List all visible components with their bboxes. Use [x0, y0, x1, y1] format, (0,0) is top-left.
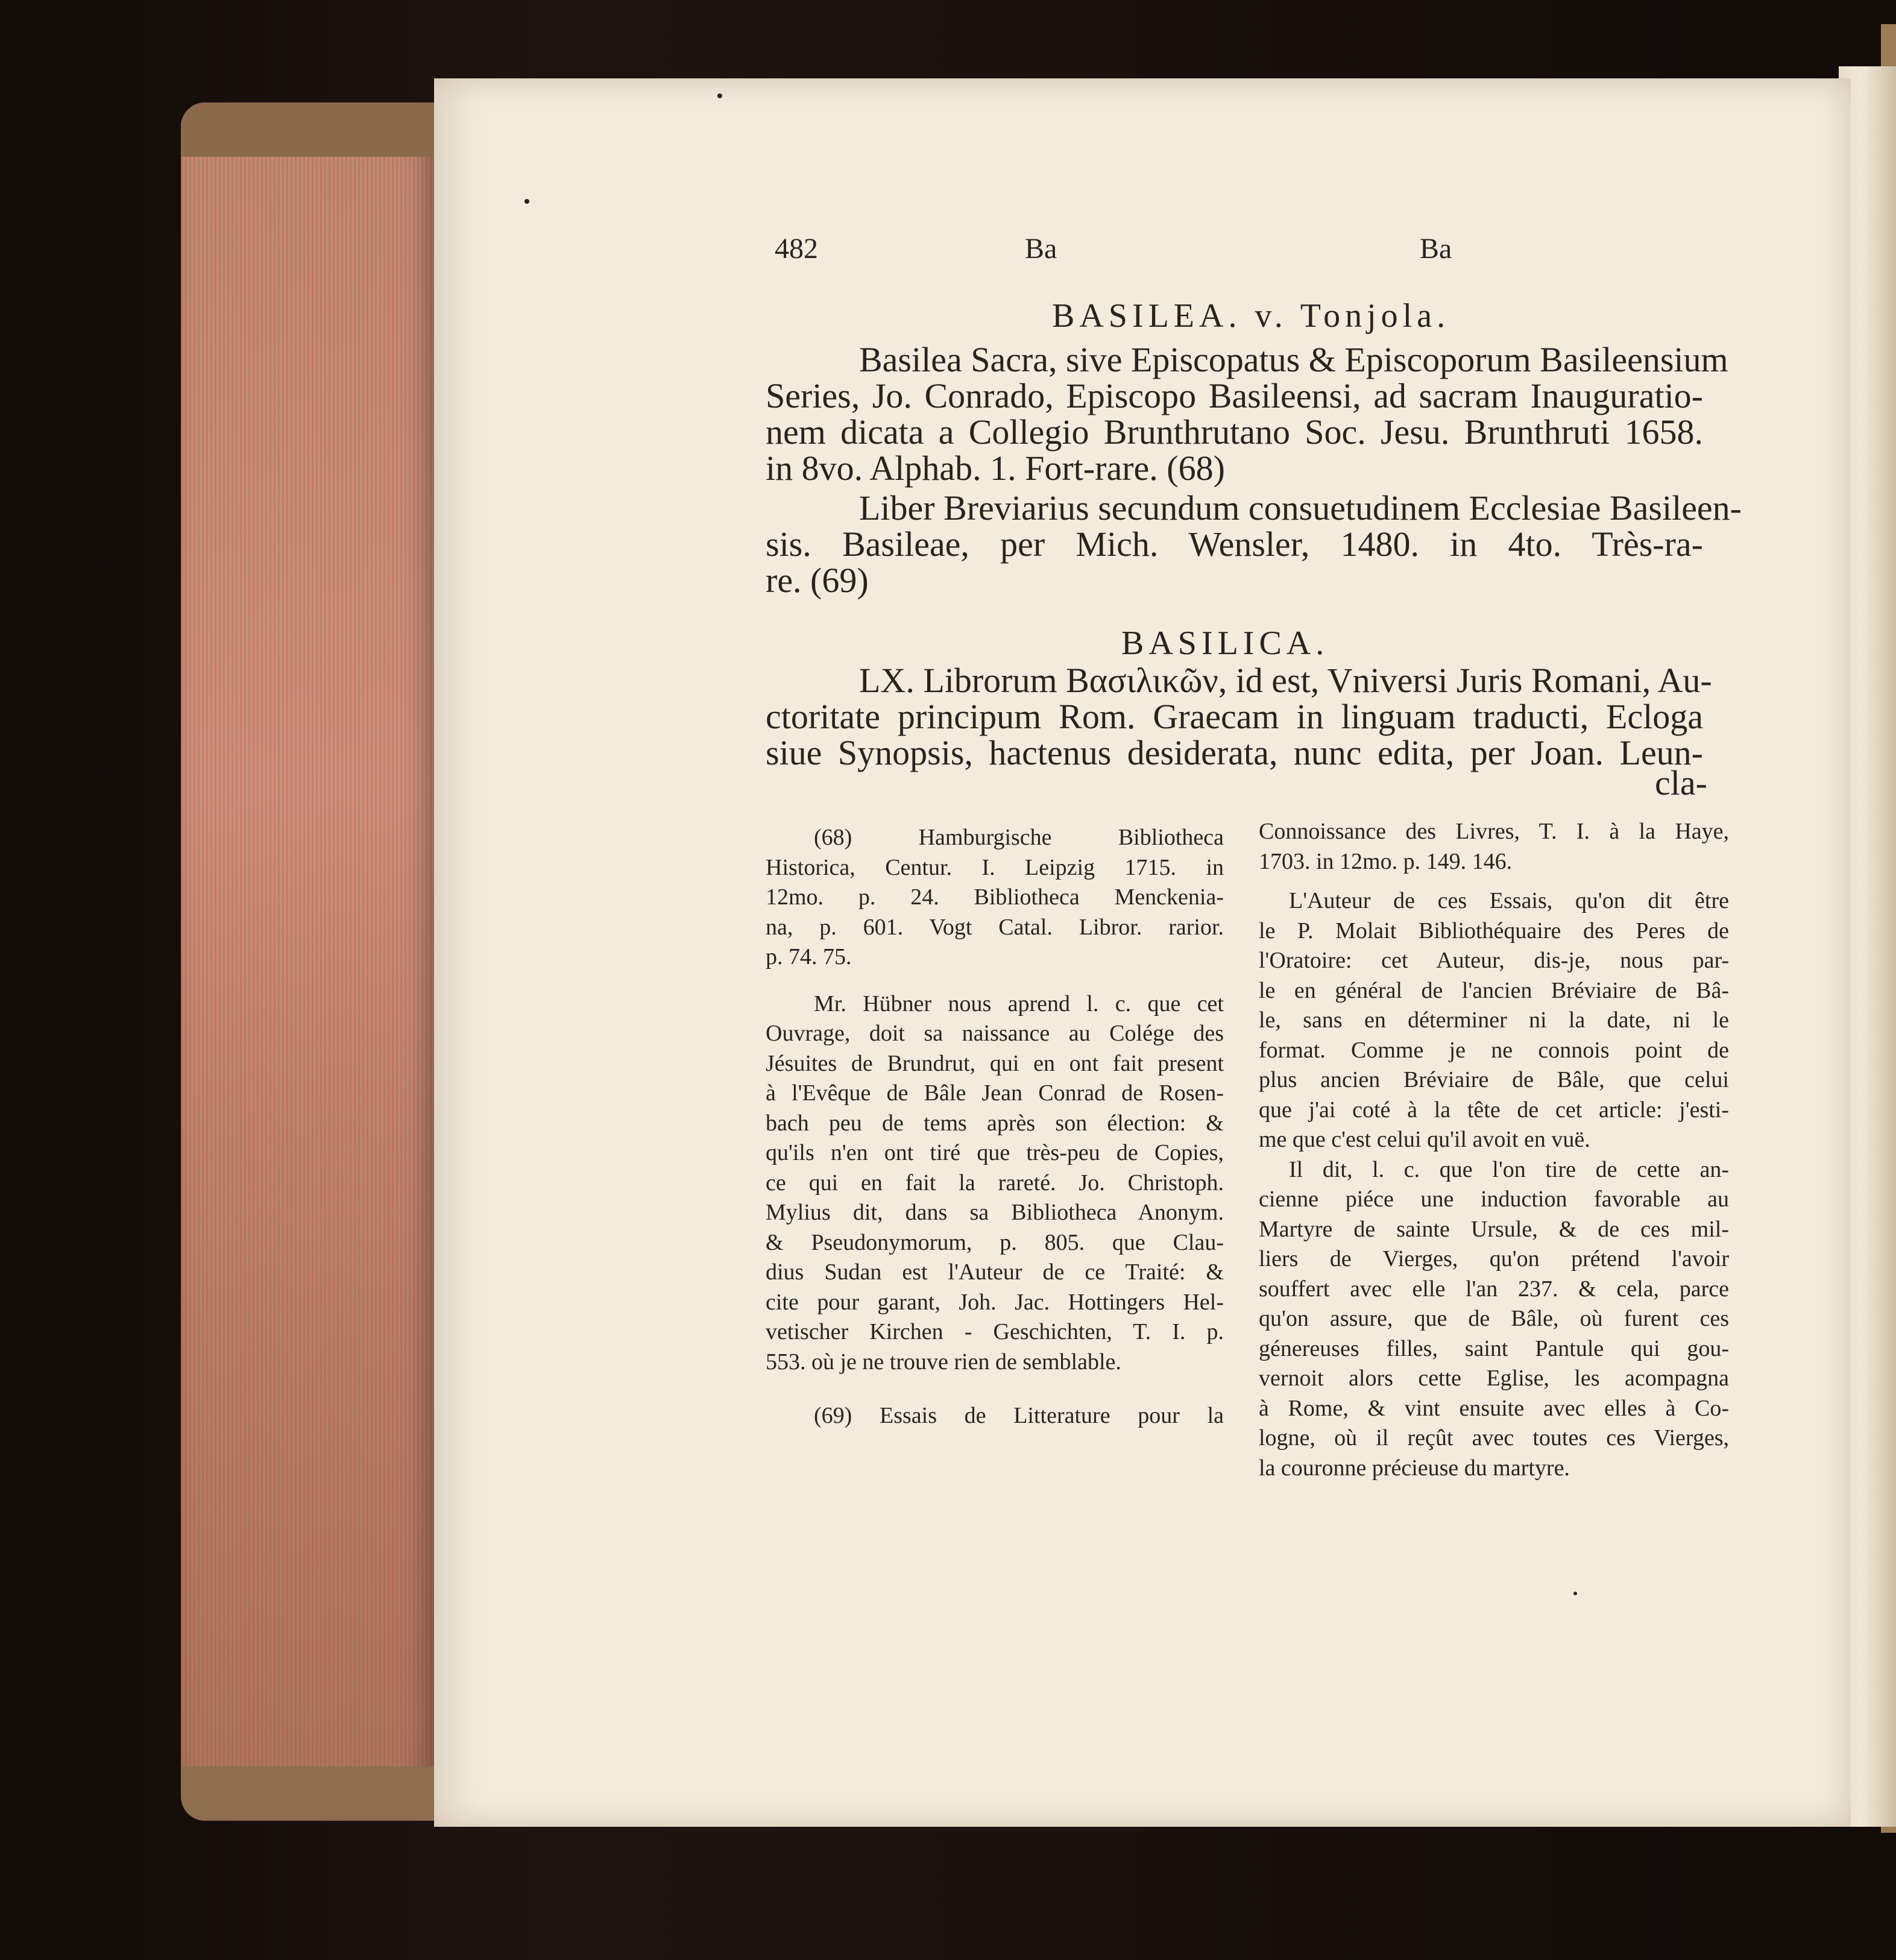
- footnote-line: qu'ils n'en ont tiré que très-peu de Copies,: [766, 1140, 1224, 1165]
- footnote-line: vetischer Kirchen - Geschichten, T. I. p.: [766, 1319, 1224, 1344]
- page-number: 482: [775, 233, 818, 265]
- footnote-line: génereuses filles, saint Pantule qui gou-: [1259, 1335, 1729, 1361]
- footnote-line: (68) Hamburgische Bibliotheca: [814, 825, 1224, 850]
- footnote-line: qu'on assure, que de Bâle, où furent ces: [1259, 1306, 1729, 1331]
- cover-top-corner: [181, 102, 440, 157]
- running-head-left: Ba: [1025, 233, 1057, 265]
- entry1-line: Basilea Sacra, sive Episcopatus & Episcoporum Basileensium: [859, 340, 1728, 379]
- footnote-line: format. Comme je ne connois point de: [1259, 1037, 1729, 1063]
- entry1-line: nem dicata a Collegio Brunthrutano Soc. Jesu. Brunthruti 1658.: [766, 412, 1703, 452]
- heading-basilea: BASILEA. v. Tonjola.: [1052, 297, 1450, 335]
- entry3-line: LX. Librorum Βασιλικῶν, id est, Vniversi Juris Romani, Au-: [859, 661, 1712, 700]
- running-head-right: Ba: [1420, 233, 1452, 265]
- paper-speck: [717, 93, 722, 98]
- footnote-line: le en général de l'ancien Bréviaire de Bâ-: [1259, 977, 1729, 1003]
- paper-speck: [1573, 1592, 1577, 1595]
- footnotes-right-column: [1259, 817, 1729, 1483]
- entry1-line: in 8vo. Alphab. 1. Fort-rare. (68): [766, 449, 1225, 488]
- footnote-line: 12mo. p. 24. Bibliotheca Menckenia-: [766, 884, 1224, 910]
- footnote-line: plus ancien Bréviaire de Bâle, que celui: [1259, 1067, 1729, 1092]
- footnote-line: ce qui en fait la rareté. Jo. Christoph.: [766, 1170, 1224, 1196]
- footnote-69-continued: [1259, 817, 1729, 877]
- footnote-line: Jésuites de Brundrut, qui en ont fait present: [766, 1050, 1224, 1076]
- footnote-line: na, p. 601. Vogt Catal. Libror. rarior.: [766, 914, 1224, 940]
- footnote-line: liers de Vierges, qu'on prétend l'avoir: [1259, 1246, 1729, 1271]
- footnote-line: Mylius dit, dans sa Bibliotheca Anonym.: [766, 1200, 1224, 1225]
- footnote-line: logne, où il reçût avec toutes ces Vierges,: [1259, 1425, 1729, 1451]
- cover-bottom-corner: [181, 1766, 440, 1821]
- book-page-edges: [181, 102, 440, 1815]
- entry2-line: sis. Basileae, per Mich. Wensler, 1480. in 4to. Très-ra-: [766, 525, 1703, 564]
- footnote-line: cienne piéce une induction favorable au: [1259, 1186, 1729, 1212]
- footnote-line: p. 74. 75.: [766, 944, 852, 969]
- footnote-line: Il dit, l. c. que l'on tire de cette an-: [1289, 1156, 1729, 1182]
- heading-basilica: BASILICA.: [1121, 625, 1329, 662]
- footnote-line: Connoissance des Livres, T. I. à la Haye,: [1259, 819, 1729, 844]
- footnote-line: la couronne précieuse du martyre.: [1259, 1455, 1570, 1481]
- footnote-line: dius Sudan est l'Auteur de ce Traité: &: [766, 1259, 1224, 1285]
- footnote-line: 553. où je ne trouve rien de semblable.: [766, 1349, 1121, 1375]
- entry2-line: Liber Breviarius secundum consuetudinem Ecclesiae Basileen-: [859, 488, 1742, 528]
- footnote-69: [766, 1401, 1224, 1431]
- footnote-line: bach peu de tems après son élection: &: [766, 1110, 1224, 1136]
- footnote-line: le P. Molait Bibliothéquaire des Peres de: [1259, 918, 1729, 944]
- footnote-line: cite pour garant, Joh. Jac. Hottingers Hel-: [766, 1289, 1224, 1315]
- footnote-line: le, sans en déterminer ni la date, ni le: [1259, 1007, 1729, 1033]
- footnote-68-commentary: [766, 989, 1224, 1378]
- entry1-line: Series, Jo. Conrado, Episcopo Basileensi, ad sacram Inauguratio-: [766, 376, 1703, 415]
- footnote-line: Martyre de sainte Ursule, & de ces mil-: [1259, 1216, 1729, 1242]
- footnote-line: vernoit alors cette Eglise, les acompagna: [1259, 1366, 1729, 1391]
- footnote-line: Historica, Centur. I. Leipzig 1715. in: [766, 854, 1224, 880]
- footnote-line: que j'ai coté à la tête de cet article: j'esti-: [1259, 1097, 1729, 1123]
- footnotes-left-column: [766, 823, 1224, 1431]
- footnote-68: [766, 823, 1224, 972]
- entry3-line: ctoritate principum Rom. Graecam in linguam traducti, Ecloga: [766, 697, 1703, 736]
- footnote-line: à l'Evêque de Bâle Jean Conrad de Rosen-: [766, 1080, 1224, 1106]
- footnote-line: souffert avec elle l'an 237. & cela, parce: [1259, 1276, 1729, 1302]
- footnote-line: l'Oratoire: cet Auteur, dis-je, nous par-: [1259, 948, 1729, 973]
- footnote-line: me que c'est celui qu'il avoit en vuë.: [1259, 1127, 1590, 1152]
- entry3-line: siue Synopsis, hactenus desiderata, nunc edita, per Joan. Leun-: [766, 733, 1703, 772]
- paper-speck: [524, 199, 529, 204]
- footnote-line: & Pseudonymorum, p. 805. que Clau-: [766, 1229, 1224, 1255]
- footnote-line: Ouvrage, doit sa naissance au Colége des: [766, 1021, 1224, 1046]
- entry3-line: cla-: [1655, 763, 1707, 802]
- footnote-line: L'Auteur de ces Essais, qu'on dit être: [1289, 888, 1729, 913]
- footnote-line: à Rome, & vint ensuite avec elles à Co-: [1259, 1395, 1729, 1421]
- footnote-line: (69) Essais de Litterature pour la: [814, 1403, 1224, 1428]
- footnote-line: Mr. Hübner nous aprend l. c. que cet: [814, 991, 1224, 1016]
- footnote-line: 1703. in 12mo. p. 149. 146.: [1259, 848, 1513, 874]
- footnote-69-commentary: [1259, 886, 1729, 1155]
- footnote-69-martyrdom: [1259, 1155, 1729, 1484]
- entry2-line: re. (69): [766, 561, 869, 600]
